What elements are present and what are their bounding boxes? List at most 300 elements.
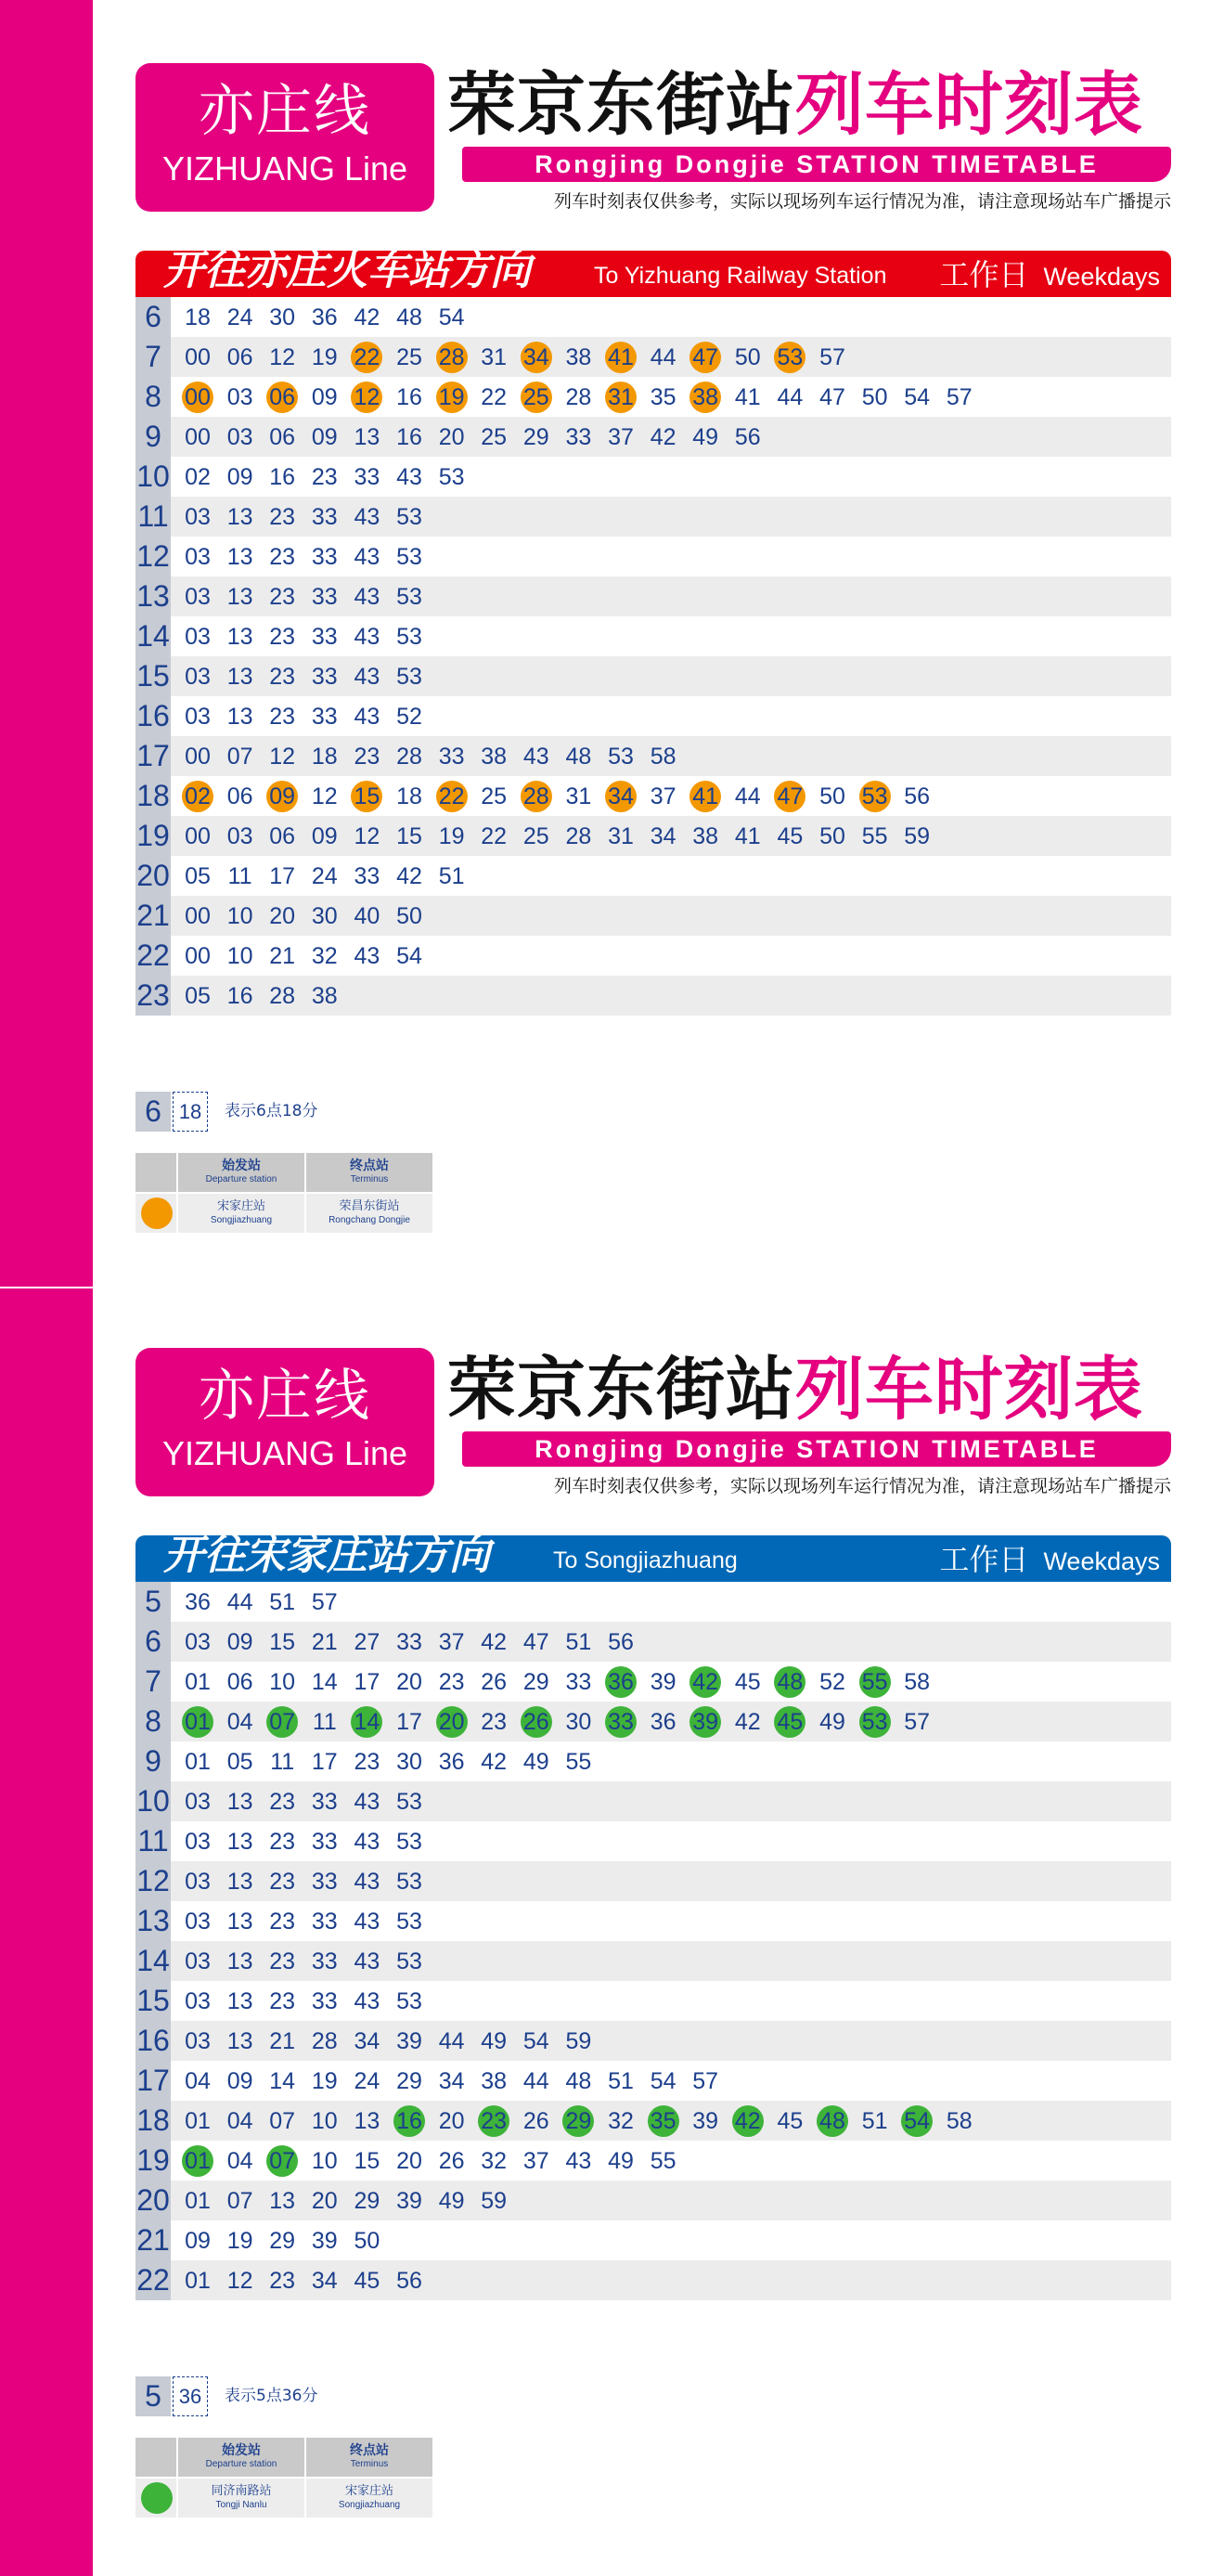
minute-cell: 23	[269, 1909, 296, 1935]
minute-cell: 53	[438, 464, 465, 490]
service-day	[939, 256, 1160, 295]
minute-cell: 09	[226, 464, 253, 490]
minute-cell: 32	[608, 2108, 634, 2134]
minute-cell: 00	[185, 943, 211, 969]
minute-cell: 53	[608, 744, 634, 770]
service-day-cn: 工作日	[939, 1542, 1029, 1577]
line-badge	[135, 1348, 434, 1496]
minute-cell: 37	[522, 2148, 549, 2174]
hour-row	[135, 537, 1171, 576]
minute-cell: 33	[311, 664, 338, 690]
minute-cell: 13	[354, 424, 380, 450]
minute-cell: 48	[565, 2068, 592, 2094]
minute-cell-marked: 07	[266, 1706, 298, 1738]
hour-row	[135, 976, 1171, 1016]
minute-cell: 25	[396, 344, 422, 370]
minute-cell: 33	[311, 544, 338, 570]
minute-cell-marked: 47	[774, 781, 805, 812]
minute-cell: 11	[312, 1709, 337, 1735]
minute-cell-marked: 01	[182, 2145, 213, 2177]
minute-cell: 43	[354, 943, 380, 969]
hour-row	[135, 337, 1171, 377]
line-name-en: YIZHUANG Line	[161, 1434, 408, 1472]
timetable-rows	[135, 1582, 1171, 2300]
hour-cell: 19	[135, 2141, 171, 2181]
minute-cell: 25	[522, 823, 549, 849]
minute-cell: 05	[185, 863, 211, 889]
minute-cell: 38	[481, 2068, 508, 2094]
hour-row	[135, 297, 1171, 337]
minute-cell: 53	[396, 1948, 422, 1974]
minute-cell: 37	[608, 424, 634, 450]
direction-cn: 开往亦庄火车站方向	[163, 247, 531, 294]
minute-cell: 03	[185, 1909, 211, 1935]
minute-cell: 43	[522, 744, 549, 770]
minute-cell: 43	[354, 544, 380, 570]
minute-cell: 55	[861, 823, 888, 849]
minute-cell: 23	[311, 464, 338, 490]
minute-cell: 23	[269, 664, 296, 690]
timetable-word: 列车时刻表	[795, 1350, 1143, 1430]
minute-cell: 49	[438, 2188, 465, 2214]
minute-cell-marked: 53	[859, 1706, 891, 1738]
minute-cell: 50	[861, 384, 888, 410]
minute-cell: 09	[311, 823, 338, 849]
minute-cell: 40	[354, 903, 380, 929]
minute-cell: 39	[396, 2188, 422, 2214]
minute-cell: 23	[354, 744, 380, 770]
minute-cell: 30	[565, 1709, 592, 1735]
timetable-word: 列车时刻表	[795, 65, 1143, 145]
minute-cell: 13	[226, 544, 253, 570]
hour-row	[135, 1622, 1171, 1662]
minute-cell: 58	[904, 1669, 931, 1695]
minute-cell-marked: 19	[436, 382, 468, 413]
minute-cell: 23	[269, 1789, 296, 1815]
minute-cell: 57	[946, 384, 973, 410]
minute-cell-marked: 47	[689, 342, 721, 373]
hour-cell: 9	[135, 417, 171, 457]
minute-cell: 44	[777, 384, 804, 410]
minute-cell: 09	[226, 2068, 253, 2094]
minute-cell: 00	[185, 424, 211, 450]
hour-cell: 14	[135, 1941, 171, 1981]
minute-cell: 43	[354, 704, 380, 730]
minute-cell: 56	[734, 424, 761, 450]
minute-cell: 53	[396, 1909, 422, 1935]
minute-cell: 20	[269, 903, 296, 929]
minute-cell: 43	[354, 1988, 380, 2014]
minute-cell: 44	[650, 344, 676, 370]
departure-header-en: Departure station	[205, 2459, 277, 2469]
minute-cell: 42	[650, 424, 676, 450]
minute-cell: 37	[438, 1629, 465, 1655]
minute-cell: 23	[269, 544, 296, 570]
minute-cell: 43	[354, 624, 380, 650]
departure-header-cn: 始发站	[222, 2443, 261, 2458]
minute-cell: 42	[396, 863, 422, 889]
minute-cell: 48	[396, 304, 422, 330]
minute-cell-marked: 45	[774, 1706, 805, 1738]
minute-cell: 50	[819, 783, 845, 809]
minute-cell-marked: 14	[351, 1706, 382, 1738]
minute-cell: 15	[396, 823, 422, 849]
hour-cell: 13	[135, 576, 171, 616]
minute-cell: 03	[185, 544, 211, 570]
minute-cell: 43	[396, 464, 422, 490]
direction-en: To Yizhuang Railway Station	[594, 263, 887, 289]
minute-cell: 54	[904, 384, 931, 410]
service-day	[939, 1541, 1160, 1580]
minute-cell: 26	[522, 2108, 549, 2134]
minute-cell: 20	[438, 424, 465, 450]
minute-cell: 33	[565, 1669, 592, 1695]
minute-cell: 04	[226, 2148, 253, 2174]
minute-cell: 03	[185, 1829, 211, 1855]
line-name-en: YIZHUANG Line	[161, 149, 408, 188]
minute-cell: 23	[269, 624, 296, 650]
minute-cell: 53	[396, 1988, 422, 2014]
minute-cell: 45	[777, 823, 804, 849]
minute-cell: 13	[354, 2108, 380, 2134]
hour-cell: 20	[135, 2181, 171, 2220]
terminus-header-cn: 终点站	[350, 2443, 389, 2458]
legend-example-minute: 36	[173, 2376, 208, 2416]
minute-cell: 18	[311, 744, 338, 770]
minute-cell: 02	[185, 464, 211, 490]
hour-cell: 8	[135, 1702, 171, 1741]
minute-cell: 10	[311, 2148, 338, 2174]
hour-cell: 17	[135, 736, 171, 776]
minute-cell: 54	[438, 304, 465, 330]
minute-cell: 39	[396, 2028, 422, 2054]
hour-row	[135, 1741, 1171, 1781]
minute-cell: 07	[226, 2188, 253, 2214]
english-subtitle: Rongjing Dongjie STATION TIMETABLE	[462, 147, 1171, 182]
minute-cell: 38	[481, 744, 508, 770]
minute-cell-marked: 48	[774, 1666, 805, 1698]
minute-cell: 36	[311, 304, 338, 330]
terminus-station-cn: 荣昌东街站	[339, 1199, 400, 1213]
minute-cell-marked: 48	[817, 2105, 848, 2137]
minute-cell: 53	[396, 1789, 422, 1815]
minute-cell: 53	[396, 584, 422, 610]
hour-row	[135, 896, 1171, 936]
minute-cell: 33	[438, 744, 465, 770]
hour-row	[135, 2181, 1171, 2220]
minute-cell: 24	[354, 2068, 380, 2094]
minute-cell: 37	[650, 783, 676, 809]
hour-cell: 11	[135, 497, 171, 537]
minute-cell: 10	[226, 943, 253, 969]
minute-cell-marked: 26	[521, 1706, 552, 1738]
departure-station-cn: 宋家庄站	[216, 1199, 265, 1213]
hour-cell: 18	[135, 2101, 171, 2141]
minute-cell: 23	[269, 504, 296, 530]
minute-cell: 58	[650, 744, 676, 770]
hour-cell: 15	[135, 1981, 171, 2021]
minute-cell: 03	[185, 624, 211, 650]
minute-cell: 00	[185, 344, 211, 370]
hour-row	[135, 2260, 1171, 2300]
minute-cell: 01	[185, 2108, 211, 2134]
minute-cell: 33	[311, 504, 338, 530]
minute-cell: 06	[226, 344, 253, 370]
minute-cell: 23	[438, 1669, 465, 1695]
minute-cell: 13	[226, 2028, 253, 2054]
page-title	[447, 1348, 1143, 1431]
minute-cell: 19	[438, 823, 465, 849]
minute-cell: 43	[354, 1829, 380, 1855]
minute-cell: 56	[608, 1629, 634, 1655]
minute-cell: 30	[269, 304, 296, 330]
minute-cell: 43	[354, 584, 380, 610]
minute-cell: 04	[185, 2068, 211, 2094]
minute-cell: 59	[481, 2188, 508, 2214]
minute-cell-marked: 38	[689, 382, 721, 413]
hour-row	[135, 497, 1171, 537]
hour-row	[135, 1861, 1171, 1901]
minute-cell: 13	[226, 664, 253, 690]
minute-cell: 16	[226, 983, 253, 1009]
minute-cell: 29	[354, 2188, 380, 2214]
minute-cell: 49	[608, 2148, 634, 2174]
departure-station-en: Tongji Nanlu	[215, 2500, 267, 2510]
legend-table-row	[135, 1194, 432, 1233]
minute-cell: 12	[269, 744, 296, 770]
minute-cell: 07	[226, 744, 253, 770]
minute-cell: 33	[311, 584, 338, 610]
minute-cell: 19	[311, 344, 338, 370]
hour-cell: 7	[135, 337, 171, 377]
direction-bar	[135, 247, 1171, 297]
disclaimer-notice: 列车时刻表仅供参考，实际以现场列车运行情况为准，请注意现场站车广播提示	[553, 191, 1171, 212]
minute-cell: 33	[354, 863, 380, 889]
minute-cell: 51	[861, 2108, 888, 2134]
minute-cell-marked: 54	[901, 2105, 933, 2137]
minute-cell: 28	[396, 744, 422, 770]
hour-cell: 18	[135, 776, 171, 816]
minute-cell: 32	[481, 2148, 508, 2174]
minute-cell: 01	[185, 2268, 211, 2294]
minute-cell: 58	[946, 2108, 973, 2134]
minute-cell-marked: 22	[436, 781, 468, 812]
minute-cell: 34	[354, 2028, 380, 2054]
minute-cell: 34	[438, 2068, 465, 2094]
minute-cell-marked: 12	[351, 382, 382, 413]
orange-marker-swatch	[141, 1197, 173, 1229]
hour-cell: 16	[135, 696, 171, 736]
minute-cell: 31	[565, 783, 592, 809]
minute-cell: 53	[396, 544, 422, 570]
minute-cell: 33	[311, 1909, 338, 1935]
minute-cell: 09	[311, 424, 338, 450]
minute-cell-marked: 36	[605, 1666, 637, 1698]
minute-cell: 21	[269, 943, 296, 969]
hour-row	[135, 576, 1171, 616]
minute-cell: 49	[481, 2028, 508, 2054]
hour-cell: 9	[135, 1741, 171, 1781]
hour-cell: 12	[135, 537, 171, 576]
minute-cell: 55	[565, 1749, 592, 1775]
minute-cell: 51	[565, 1629, 592, 1655]
legend-example-hour: 6	[135, 1092, 171, 1132]
minute-cell: 06	[226, 1669, 253, 1695]
minute-cell: 55	[650, 2148, 676, 2174]
minute-cell-marked: 35	[648, 2105, 679, 2137]
legend-table-row	[135, 2479, 432, 2518]
hour-row	[135, 656, 1171, 696]
minute-cell-marked: 07	[266, 2145, 298, 2177]
minute-cell: 50	[354, 2228, 380, 2254]
minute-cell: 24	[311, 863, 338, 889]
minute-cell: 53	[396, 1829, 422, 1855]
minute-cell-marked: 09	[266, 781, 298, 812]
minute-cell: 13	[226, 1988, 253, 2014]
minute-cell: 54	[522, 2028, 549, 2054]
minute-cell: 00	[185, 823, 211, 849]
minute-cell: 03	[185, 584, 211, 610]
green-marker-swatch	[141, 2482, 173, 2514]
hour-cell: 17	[135, 2061, 171, 2101]
minute-cell: 42	[354, 304, 380, 330]
minute-cell: 04	[226, 1709, 253, 1735]
minute-cell: 49	[819, 1709, 845, 1735]
minute-cell: 12	[226, 2268, 253, 2294]
terminus-header-en: Terminus	[350, 1174, 389, 1184]
hour-cell: 21	[135, 896, 171, 936]
legend-table	[135, 2438, 432, 2518]
line-name-cn: 亦庄线	[199, 1364, 371, 1429]
legend-example-minute: 18	[173, 1092, 208, 1132]
minute-cell: 25	[481, 783, 508, 809]
minute-cell: 54	[650, 2068, 676, 2094]
hour-cell: 14	[135, 616, 171, 656]
minute-cell: 06	[226, 783, 253, 809]
minute-cell-marked: 33	[605, 1706, 637, 1738]
minute-cell: 20	[396, 2148, 422, 2174]
terminus-header-en: Terminus	[350, 2459, 389, 2469]
minute-cell: 03	[185, 504, 211, 530]
minute-cell: 35	[650, 384, 676, 410]
minute-cell: 03	[226, 424, 253, 450]
departure-header-cn: 始发站	[222, 1159, 261, 1173]
line-name-cn: 亦庄线	[199, 79, 371, 144]
minute-cell: 15	[269, 1629, 296, 1655]
minute-cell: 27	[354, 1629, 380, 1655]
minute-cell-marked: 42	[689, 1666, 721, 1698]
minute-cell: 44	[734, 783, 761, 809]
minute-cell: 53	[396, 624, 422, 650]
minute-cell: 59	[565, 2028, 592, 2054]
minute-cell: 26	[481, 1669, 508, 1695]
minute-cell: 29	[269, 2228, 296, 2254]
minute-cell: 09	[185, 2228, 211, 2254]
station-name: 荣京东街站	[447, 1350, 795, 1430]
hour-cell: 13	[135, 1901, 171, 1941]
terminus-header-cn: 终点站	[350, 1159, 389, 1173]
minute-cell: 49	[692, 424, 719, 450]
minute-cell-marked: 00	[182, 382, 213, 413]
minute-cell: 29	[522, 424, 549, 450]
minute-cell: 03	[226, 823, 253, 849]
minute-cell: 10	[269, 1669, 296, 1695]
minute-cell: 52	[819, 1669, 845, 1695]
minute-cell: 36	[438, 1749, 465, 1775]
minute-cell: 03	[185, 1948, 211, 1974]
minute-cell: 53	[396, 664, 422, 690]
minute-cell: 17	[396, 1709, 422, 1735]
minute-cell: 25	[481, 424, 508, 450]
minute-cell: 13	[226, 1948, 253, 1974]
minute-cell: 49	[522, 1749, 549, 1775]
minute-cell-marked: 01	[182, 1706, 213, 1738]
minute-cell-marked: 29	[562, 2105, 594, 2137]
minute-cell: 28	[565, 384, 592, 410]
minute-cell: 23	[269, 704, 296, 730]
hour-cell: 19	[135, 816, 171, 856]
minute-cell: 14	[269, 2068, 296, 2094]
minute-cell: 30	[311, 903, 338, 929]
minute-cell-marked: 41	[605, 342, 637, 373]
minute-cell: 03	[185, 1869, 211, 1895]
minute-cell: 01	[185, 1749, 211, 1775]
minute-cell-marked: 02	[182, 781, 213, 812]
minute-cell: 48	[565, 744, 592, 770]
service-day-en: Weekdays	[1043, 1547, 1160, 1575]
minute-cell: 20	[438, 2108, 465, 2134]
hour-cell: 10	[135, 457, 171, 497]
minute-cell: 23	[354, 1749, 380, 1775]
hour-cell: 6	[135, 297, 171, 337]
legend-explanation: 表示5点36分	[225, 2387, 318, 2405]
minute-cell: 28	[311, 2028, 338, 2054]
minute-cell: 51	[438, 863, 465, 889]
hour-row	[135, 1821, 1171, 1861]
hour-row	[135, 2101, 1171, 2141]
minute-cell: 42	[481, 1629, 508, 1655]
minute-cell: 57	[692, 2068, 719, 2094]
minute-cell-marked: 53	[859, 781, 891, 812]
departure-header-en: Departure station	[205, 1174, 277, 1184]
minute-cell: 14	[311, 1669, 338, 1695]
hour-cell: 10	[135, 1781, 171, 1821]
minute-cell: 13	[226, 1909, 253, 1935]
minute-cell: 22	[481, 384, 508, 410]
minute-cell: 13	[226, 704, 253, 730]
hour-row	[135, 1981, 1171, 2021]
terminus-station-en: Songjiazhuang	[338, 2500, 401, 2510]
minute-cell: 09	[311, 384, 338, 410]
hour-row	[135, 417, 1171, 457]
minute-cell: 39	[311, 2228, 338, 2254]
legend-table-header	[135, 1153, 432, 1192]
direction-en: To Songjiazhuang	[553, 1547, 738, 1573]
minute-cell: 31	[608, 823, 634, 849]
minute-cell: 42	[481, 1749, 508, 1775]
minute-cell: 07	[269, 2108, 296, 2134]
hour-cell: 20	[135, 856, 171, 896]
minute-cell: 45	[354, 2268, 380, 2294]
minute-cell: 04	[226, 2108, 253, 2134]
minute-cell-marked: 39	[689, 1706, 721, 1738]
minute-cell: 32	[311, 943, 338, 969]
minute-cell: 42	[734, 1709, 761, 1735]
minute-cell: 50	[396, 903, 422, 929]
hour-row	[135, 457, 1171, 497]
minute-cell: 56	[904, 783, 931, 809]
minute-cell: 11	[227, 863, 252, 889]
